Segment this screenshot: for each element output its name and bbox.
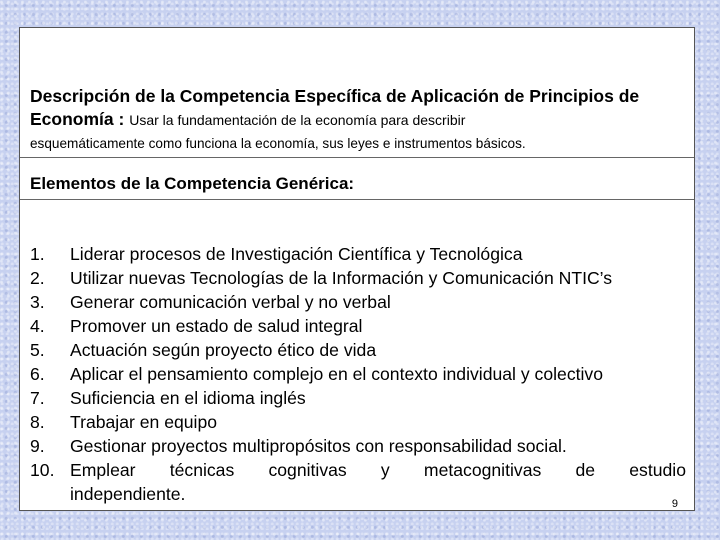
list-text: Suficiencia en el idioma inglés xyxy=(70,388,306,408)
list-number: 5. xyxy=(30,340,45,360)
list-item xyxy=(30,434,686,458)
list-number: 9. xyxy=(30,436,45,456)
list-text: Aplicar el pensamiento complejo en el contexto individual y colectivo xyxy=(70,364,603,384)
divider xyxy=(20,157,694,158)
list-text-continuation: independiente. xyxy=(70,484,186,504)
list-number: 2. xyxy=(30,268,45,288)
list-item xyxy=(30,242,686,266)
list-number: 1. xyxy=(30,244,45,264)
competence-description-section xyxy=(20,28,694,158)
divider xyxy=(20,199,694,200)
section-heading: Elementos de la Competencia Genérica: xyxy=(30,174,355,193)
list-text: Promover un estado de salud integral xyxy=(70,316,363,336)
list-number: 4. xyxy=(30,316,45,336)
list-number: 3. xyxy=(30,292,45,312)
list-number: 8. xyxy=(30,412,45,432)
list-text: Utilizar nuevas Tecnologías de la Información y Comunicación NTIC’s xyxy=(70,268,613,288)
list-item xyxy=(30,338,686,362)
list-text: Emplear técnicas cognitivas y metacognitivas de estudio xyxy=(70,460,686,480)
list-text: Gestionar proyectos multipropósitos con responsabilidad social. xyxy=(70,436,567,456)
list-number: 6. xyxy=(30,364,45,384)
list-text: Generar comunicación verbal y no verbal xyxy=(70,292,391,312)
competence-elements-list xyxy=(30,242,686,506)
list-item xyxy=(30,410,686,434)
competence-description-start: Usar la fundamentación de la economía para describir xyxy=(129,112,466,128)
list-item xyxy=(30,386,686,410)
list-item xyxy=(30,362,686,386)
competence-title xyxy=(30,85,685,132)
list-text: Liderar procesos de Investigación Científica y Tecnológica xyxy=(70,244,523,264)
page-number: 9 xyxy=(671,498,678,510)
list-item xyxy=(30,314,686,338)
list-text: Actuación según proyecto ético de vida xyxy=(70,340,377,360)
list-text: Trabajar en equipo xyxy=(70,412,218,432)
slide xyxy=(19,27,695,511)
competence-title-bold: Descripción de la Competencia Específica de Aplicación de Principios de Economía : xyxy=(30,86,640,129)
list-item xyxy=(30,266,686,290)
list-item xyxy=(30,458,686,506)
list-number: 10. xyxy=(30,460,55,480)
competence-description-end: esquemáticamente como funciona la economía, sus leyes e instrumentos básicos. xyxy=(30,136,526,151)
list-number: 7. xyxy=(30,388,45,408)
list-item xyxy=(30,290,686,314)
